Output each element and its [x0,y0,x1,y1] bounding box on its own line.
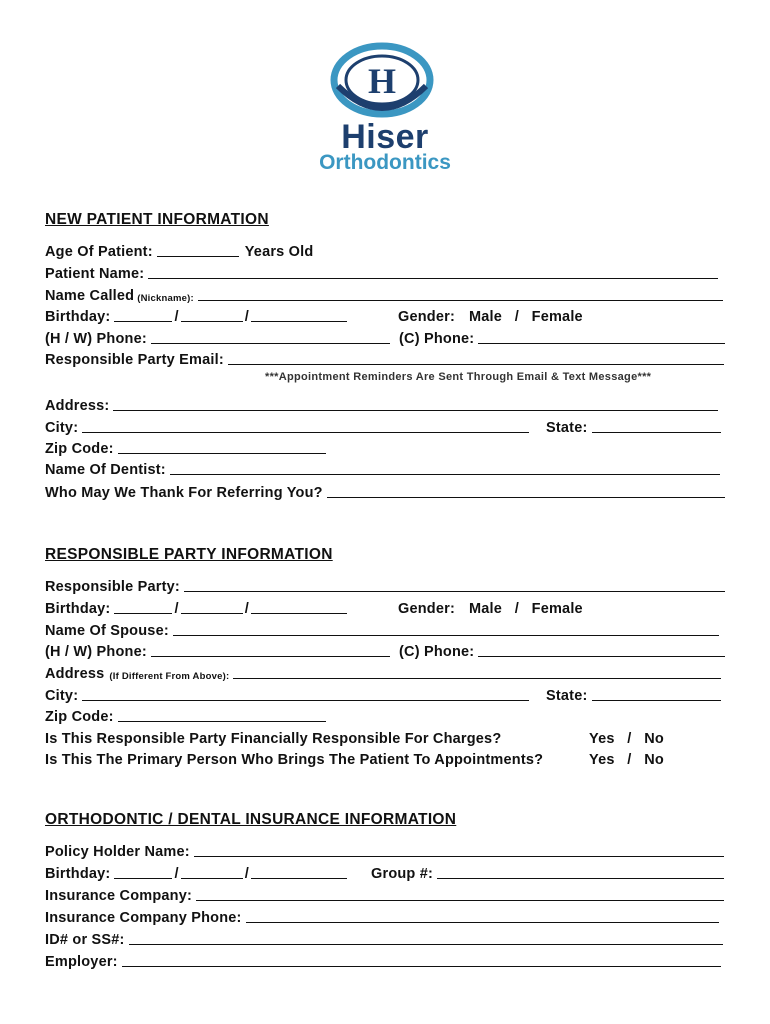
logo-letter: H [367,61,397,101]
gender-options[interactable]: Male / Female [469,309,583,325]
address-row [45,394,718,414]
dentist-field[interactable] [170,460,720,475]
rp-city-label: City: [45,688,79,704]
c-phone-label: (C) Phone: [399,331,475,347]
spouse-row [45,619,719,639]
policy-holder-row [45,840,724,860]
rp-c-phone-group [399,640,725,660]
patient-name-field[interactable] [148,264,718,279]
employer-label: Employer: [45,954,118,970]
city-row [45,416,529,436]
rp-city-row [45,684,529,704]
rp-state-group [546,684,721,704]
rp-state-label: State: [546,688,588,704]
section-title-patient: NEW PATIENT INFORMATION [45,211,269,228]
nickname-field[interactable] [198,286,723,301]
zip-label: Zip Code: [45,441,114,457]
rp-city-field[interactable] [82,686,529,701]
zip-field[interactable] [118,439,326,454]
financial-yes-no[interactable]: Yes / No [589,731,664,747]
responsible-party-field[interactable] [184,577,725,592]
rp-zip-field[interactable] [118,707,326,722]
address-field[interactable] [113,396,718,411]
rp-c-phone-field[interactable] [478,642,725,657]
financial-question: Is This Responsible Party Financially Responsible For Charges? [45,731,502,747]
logo-emblem [300,38,470,128]
ins-company-phone-field[interactable] [246,908,719,923]
responsible-party-label: Responsible Party: [45,579,180,595]
primary-yes-no[interactable]: Yes / No [589,752,664,768]
ins-birthday-year-field[interactable] [251,864,347,879]
rp-birthday-year-field[interactable] [251,599,347,614]
rp-gender-options[interactable]: Male / Female [469,601,583,617]
referral-label: Who May We Thank For Referring You? [45,485,323,501]
rp-state-field[interactable] [592,686,722,701]
c-phone-group [399,327,725,347]
section-title-insurance: ORTHODONTIC / DENTAL INSURANCE INFORMATION [45,811,457,828]
age-label: Age Of Patient: [45,244,153,260]
financial-question-row [45,727,501,747]
city-field[interactable] [82,418,529,433]
rp-birthday-day-field[interactable] [181,599,243,614]
rp-address-label: Address [45,666,105,682]
rp-hw-phone-field[interactable] [151,642,390,657]
ins-company-field[interactable] [196,886,724,901]
rp-address-row [45,662,721,682]
ins-birthday-day-field[interactable] [181,864,243,879]
zip-row [45,437,326,457]
birthday-label: Birthday: [45,309,111,325]
email-label: Responsible Party Email: [45,352,224,368]
state-label: State: [546,420,588,436]
id-field[interactable] [129,930,723,945]
patient-name-row [45,262,718,282]
dentist-row [45,458,720,478]
id-row [45,928,723,948]
birthday-row: Birthday: / / [45,305,347,325]
birthday-month-field[interactable] [114,307,172,322]
gender-group [398,305,583,325]
referral-row [45,481,725,501]
city-label: City: [45,420,79,436]
section-title-responsible: RESPONSIBLE PARTY INFORMATION [45,546,333,563]
state-group [546,416,721,436]
rp-gender-label: Gender: [398,601,455,617]
reminder-note: ***Appointment Reminders Are Sent Through Email & Text Message*** [265,371,652,383]
group-number-field[interactable] [437,864,724,879]
rp-zip-row [45,705,326,725]
ins-company-phone-label: Insurance Company Phone: [45,910,242,926]
rp-zip-label: Zip Code: [45,709,114,725]
responsible-party-row [45,575,725,595]
address-label: Address: [45,398,110,414]
rp-hw-phone-row [45,640,390,660]
ins-birthday-label: Birthday: [45,866,111,882]
referral-field[interactable] [327,483,725,498]
age-row [45,240,313,260]
name-called-label: Name Called [45,288,135,304]
ins-company-label: Insurance Company: [45,888,193,904]
age-field[interactable] [157,242,239,257]
gender-label: Gender: [398,309,455,325]
rp-birthday-month-field[interactable] [114,599,172,614]
logo-subtitle: Orthodontics [319,151,451,174]
id-label: ID# or SS#: [45,932,125,948]
ins-birthday-row: Birthday: / / [45,862,347,882]
rp-birthday-label: Birthday: [45,601,111,617]
rp-hw-phone-label: (H / W) Phone: [45,644,147,660]
rp-birthday-row: Birthday: / / [45,597,347,617]
ins-company-phone-row [45,906,719,926]
hw-phone-label: (H / W) Phone: [45,331,147,347]
employer-row [45,950,721,970]
rp-gender-group [398,597,583,617]
policy-holder-field[interactable] [194,842,724,857]
group-number-group [371,862,724,882]
patient-name-label: Patient Name: [45,266,145,282]
name-called-row [45,284,723,304]
nickname-sublabel: (Nickname): [137,293,194,304]
rp-address-field[interactable] [233,664,721,679]
ins-birthday-month-field[interactable] [114,864,172,879]
ins-company-row [45,884,724,904]
email-field[interactable] [228,350,724,365]
logo-name: Hiser [341,118,429,156]
spouse-field[interactable] [173,621,719,636]
birthday-year-field[interactable] [251,307,347,322]
spouse-label: Name Of Spouse: [45,623,169,639]
hw-phone-field[interactable] [151,329,390,344]
state-field[interactable] [592,418,722,433]
rp-address-sublabel: (If Different From Above): [109,671,230,682]
years-old-label: Years Old [244,244,314,260]
email-row [45,348,724,368]
practice-logo [300,38,470,178]
primary-question-row [45,748,543,768]
birthday-day-field[interactable] [181,307,243,322]
primary-question: Is This The Primary Person Who Brings The Patient To Appointments? [45,752,544,768]
group-number-label: Group #: [371,866,434,882]
dentist-label: Name Of Dentist: [45,462,166,478]
hw-phone-row [45,327,390,347]
employer-field[interactable] [122,952,721,967]
rp-c-phone-label: (C) Phone: [399,644,475,660]
c-phone-field[interactable] [478,329,725,344]
policy-holder-label: Policy Holder Name: [45,844,190,860]
